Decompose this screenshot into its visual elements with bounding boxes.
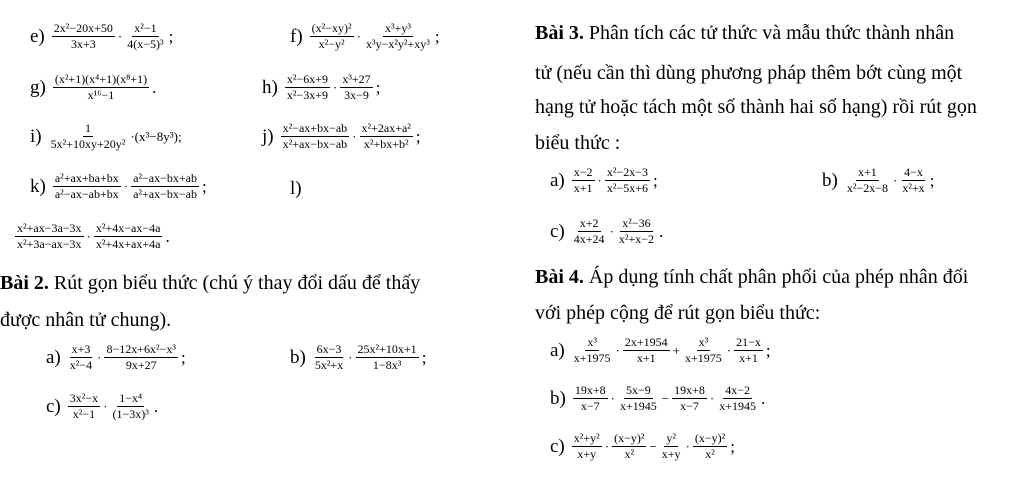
- fraction-denominator: x²−1: [72, 407, 96, 421]
- fraction-numerator: x²+ax−3a−3x: [17, 221, 82, 235]
- expression-terminator: ;: [730, 436, 735, 456]
- exercise-4a: [550, 336, 771, 365]
- fraction: [356, 343, 419, 372]
- math-operator: ·: [97, 349, 102, 365]
- item-label: c): [46, 395, 61, 417]
- fraction: [572, 166, 595, 195]
- fraction-denominator: x+y: [661, 447, 681, 461]
- bai3-line1: Phân tích các tử thức và mẫu thức thành nhân: [583, 22, 955, 44]
- bai3-title: Bài 3.: [535, 22, 584, 44]
- fraction-numerator: 1: [84, 121, 91, 135]
- expression-terminator: ;: [421, 347, 427, 367]
- fraction: [364, 22, 432, 51]
- fraction-numerator: x³+y³: [384, 21, 411, 35]
- math-expression: [280, 122, 414, 151]
- fraction-denominator: x²: [624, 447, 635, 461]
- fraction: [53, 172, 121, 201]
- fraction: [660, 432, 683, 461]
- bai4-line2: với phép cộng để rút gọn biểu thức:: [535, 302, 821, 324]
- fraction-numerator: 21−x: [736, 335, 761, 349]
- fraction-denominator: 5x²+x: [314, 358, 344, 372]
- item-label: g): [30, 76, 46, 98]
- expression-terminator: ;: [434, 26, 440, 46]
- math-expression: [14, 222, 163, 251]
- fraction-denominator: 9x+27: [125, 358, 157, 372]
- math-operator: −: [661, 390, 670, 406]
- fraction-numerator: x+3: [71, 342, 91, 356]
- item-label: j): [262, 125, 274, 147]
- item-label: f): [290, 25, 303, 47]
- math-operator: ·: [615, 342, 620, 358]
- math-operator: ·: [892, 172, 898, 188]
- fraction-denominator: x²−5x+6: [606, 181, 649, 195]
- exercise-1g: [30, 73, 156, 102]
- fraction-denominator: a²−ax−ab+bx: [54, 187, 119, 201]
- fraction: [110, 392, 150, 421]
- math-expression: [52, 172, 200, 201]
- bai4-title: Bài 4.: [535, 266, 584, 288]
- math-operator: ·: [610, 390, 615, 406]
- fraction-denominator: x²+x−2: [618, 232, 655, 246]
- math-expression: [312, 343, 420, 372]
- exercise-1e: [30, 22, 173, 51]
- exercise-4c: [550, 432, 735, 461]
- math-operator: ·: [356, 28, 361, 44]
- fraction-denominator: x³y−x²y²+xy³: [365, 37, 430, 51]
- fraction-numerator: (x²+1)(x⁴+1)(x⁸+1): [54, 72, 148, 86]
- item-label: b): [822, 169, 838, 191]
- fraction-denominator: x²: [705, 447, 715, 461]
- math-expression: [571, 432, 729, 461]
- fraction-denominator: x²+4x+ax+4a: [95, 237, 161, 251]
- expression-terminator: ;: [415, 126, 421, 146]
- fraction: [605, 166, 650, 195]
- math-operator: ·: [685, 438, 690, 454]
- item-label: a): [550, 169, 565, 191]
- item-label: l): [290, 178, 302, 199]
- fraction: [572, 336, 613, 365]
- math-operator: −: [649, 438, 657, 454]
- math-operator: ·: [726, 342, 732, 358]
- fraction-numerator: 4−x: [904, 165, 923, 179]
- math-expression: [284, 73, 374, 102]
- fraction: [672, 384, 707, 413]
- fraction-denominator: x+y: [577, 447, 597, 461]
- fraction-numerator: x²+y²: [573, 431, 600, 445]
- item-label: c): [550, 220, 565, 242]
- fraction: [617, 217, 656, 246]
- fraction-numerator: x³: [698, 335, 709, 349]
- expression-terminator: .: [152, 77, 157, 97]
- fraction: [900, 166, 926, 195]
- fraction-numerator: 3x²−x: [69, 391, 99, 405]
- fraction-numerator: x³: [587, 335, 597, 349]
- fraction: [845, 166, 890, 195]
- fraction-denominator: 5x²+10xy+20y²: [50, 137, 126, 151]
- exercise-2c: [46, 392, 158, 421]
- fraction-denominator: x+1975: [685, 351, 722, 365]
- item-label: b): [550, 387, 566, 409]
- fraction-denominator: x¹⁶−1: [87, 88, 115, 102]
- bai2-line2: được nhân tử chung).: [0, 309, 172, 331]
- fraction: [49, 122, 128, 151]
- fraction: [734, 336, 763, 365]
- expression-terminator: ;: [201, 176, 207, 196]
- exercise-1h: [262, 73, 380, 102]
- math-expression: [67, 392, 152, 421]
- bai2-title: Bài 2.: [0, 272, 49, 294]
- right-column: [535, 0, 1024, 478]
- fraction-denominator: 3x−9: [344, 88, 369, 102]
- item-label: h): [262, 76, 278, 98]
- fraction-denominator: x²+bx+b²: [363, 137, 409, 151]
- fraction-numerator: 5x−9: [625, 383, 651, 397]
- fraction-numerator: (x²−xy)²: [311, 21, 352, 35]
- fraction-denominator: (1−3x)³: [112, 407, 149, 421]
- item-label: a): [46, 346, 61, 368]
- fraction-numerator: x²−ax+bx−ab: [282, 121, 348, 135]
- math-expression: [844, 166, 928, 195]
- exercise-1j: [262, 122, 421, 151]
- fraction-numerator: x−2: [573, 165, 593, 179]
- fraction-denominator: 1−8x³: [372, 358, 402, 372]
- fraction: [618, 384, 659, 413]
- fraction-numerator: x+2: [579, 216, 599, 230]
- fraction-numerator: 1−x⁴: [119, 391, 143, 405]
- math-operator: ·: [597, 172, 602, 188]
- exercise-1l-expression: [14, 222, 170, 251]
- fraction-denominator: x²−3x+9: [286, 88, 328, 102]
- fraction-numerator: x²−1: [134, 21, 157, 35]
- fraction: [68, 343, 94, 372]
- fraction: [693, 432, 727, 461]
- fraction: [683, 336, 724, 365]
- expression-terminator: .: [760, 388, 766, 408]
- math-operator: ·: [123, 178, 129, 194]
- fraction: [573, 384, 608, 413]
- item-label: b): [290, 346, 306, 368]
- item-label: e): [30, 25, 45, 47]
- fraction-denominator: x²+x: [902, 181, 925, 195]
- fraction-denominator: x²−y²: [318, 37, 345, 51]
- math-expression: [51, 22, 167, 51]
- math-operator: ·: [609, 223, 614, 239]
- math-expression: [67, 343, 179, 372]
- fraction-denominator: x+1945: [719, 399, 756, 413]
- fraction-denominator: x+1945: [619, 399, 657, 413]
- fraction: [281, 122, 350, 151]
- fraction-numerator: a²−ax−bx+ab: [133, 171, 197, 185]
- fraction: [717, 384, 758, 413]
- math-operator: ·: [709, 390, 715, 406]
- fraction-numerator: x+1: [858, 165, 877, 179]
- expression-terminator: .: [659, 221, 664, 241]
- fraction-numerator: x²−6x+9: [286, 72, 328, 86]
- fraction: [53, 73, 149, 102]
- math-operator: ·: [117, 28, 123, 44]
- expression-terminator: ;: [180, 347, 186, 367]
- fraction-denominator: x−7: [580, 399, 600, 413]
- math-operator: ·(x³−8y³);: [130, 128, 182, 144]
- math-operator: ·: [604, 438, 610, 454]
- bai4-line1: Áp dụng tính chất phân phối của phép nhân đối: [583, 266, 969, 288]
- exercise-2b: [290, 343, 426, 372]
- fraction-numerator: 4x−2: [725, 383, 750, 397]
- math-expression: [571, 166, 651, 195]
- expression-terminator: ;: [653, 170, 658, 190]
- fraction-numerator: (x−y)²: [694, 431, 726, 445]
- item-label: k): [30, 175, 46, 197]
- fraction-numerator: x³+27: [342, 72, 371, 86]
- fraction-numerator: 19x+8: [674, 383, 705, 397]
- fraction: [131, 172, 199, 201]
- math-expression: [309, 22, 433, 51]
- bai2-line1: Rút gọn biểu thức (chú ý thay đổi dấu để thấy: [48, 272, 421, 294]
- fraction-denominator: x+1975: [573, 351, 611, 365]
- bai3-heading: [535, 18, 954, 49]
- fraction: [572, 217, 607, 246]
- fraction: [310, 22, 354, 51]
- bai3-line2: tử (nếu cần thì dùng phương pháp thêm bớt cùng một: [535, 62, 963, 84]
- fraction-denominator: a²+ax−bx−ab: [133, 187, 197, 201]
- math-expression: [571, 336, 764, 365]
- math-operator: ·: [352, 128, 357, 144]
- fraction-denominator: x²+ax−bx−ab: [282, 137, 348, 151]
- exercise-2a: [46, 343, 186, 372]
- fraction-numerator: (x−y)²: [614, 431, 645, 445]
- fraction: [15, 222, 84, 251]
- fraction-denominator: x−7: [680, 399, 699, 413]
- expression-terminator: ;: [168, 26, 174, 46]
- math-expression: [571, 217, 657, 246]
- bai2-heading: [0, 268, 420, 299]
- math-expression: [48, 122, 184, 151]
- fraction-numerator: 2x²−20x+50: [53, 21, 113, 35]
- math-expression: [52, 73, 150, 102]
- exercise-1l-label: [290, 178, 308, 200]
- fraction: [94, 222, 163, 251]
- math-operator: ·: [103, 398, 108, 414]
- bai4-heading: [535, 262, 968, 293]
- fraction: [52, 22, 115, 51]
- bai3-line3: hạng tử hoặc tách một số thành hai số hạng) rồi rút gọn: [535, 96, 977, 118]
- exercise-1f: [290, 22, 440, 51]
- fraction-denominator: 4(x−5)³: [127, 37, 164, 51]
- fraction: [104, 343, 178, 372]
- item-label: i): [30, 125, 42, 147]
- expression-terminator: ;: [375, 77, 381, 97]
- fraction: [313, 343, 345, 372]
- fraction-numerator: x²−36: [622, 216, 651, 230]
- expression-terminator: ;: [765, 340, 771, 360]
- math-operator: ·: [348, 349, 353, 365]
- exercise-1k: [30, 172, 207, 201]
- exercise-3a: [550, 166, 658, 195]
- fraction-numerator: 8−12x+6x²−x³: [106, 342, 176, 356]
- fraction-denominator: x+1: [636, 351, 656, 365]
- fraction-denominator: x+1: [573, 181, 593, 195]
- fraction-denominator: x²+3a−ax−3x: [17, 237, 82, 251]
- exercise-3c: [550, 217, 663, 246]
- fraction-numerator: 19x+8: [574, 383, 606, 397]
- fraction-denominator: 3x+3: [70, 37, 96, 51]
- fraction-denominator: x²−4: [69, 358, 93, 372]
- fraction: [572, 432, 602, 461]
- fraction: [125, 22, 165, 51]
- fraction-numerator: x²+2ax+a²: [361, 121, 411, 135]
- fraction: [360, 122, 413, 151]
- fraction: [612, 432, 646, 461]
- fraction-numerator: a²+ax+ba+bx: [54, 171, 119, 185]
- fraction-numerator: 25x²+10x+1: [357, 342, 417, 356]
- fraction-numerator: 2x+1954: [624, 335, 668, 349]
- math-operator: ·: [332, 79, 338, 95]
- expression-terminator: .: [153, 396, 159, 416]
- exercise-3b: [822, 166, 934, 195]
- bai3-line4: biểu thức :: [535, 132, 621, 154]
- item-label: a): [550, 339, 565, 361]
- expression-terminator: .: [165, 226, 170, 246]
- fraction: [340, 73, 372, 102]
- fraction: [623, 336, 670, 365]
- fraction: [68, 392, 100, 421]
- fraction-denominator: x²−2x−8: [846, 181, 888, 195]
- fraction-numerator: 6x−3: [316, 342, 342, 356]
- fraction-numerator: x²−2x−3: [606, 165, 649, 179]
- fraction-denominator: x+1: [739, 351, 758, 365]
- item-label: c): [550, 435, 565, 457]
- exercise-1i: [30, 122, 184, 151]
- fraction-numerator: x²+4x−ax−4a: [95, 221, 161, 235]
- exercise-4b: [550, 384, 765, 413]
- fraction-numerator: y²: [666, 431, 676, 445]
- math-operator: +: [672, 342, 681, 358]
- fraction: [285, 73, 330, 102]
- expression-terminator: ;: [929, 170, 935, 190]
- math-operator: ·: [86, 228, 91, 244]
- fraction-denominator: 4x+24: [573, 232, 605, 246]
- math-expression: [572, 384, 759, 413]
